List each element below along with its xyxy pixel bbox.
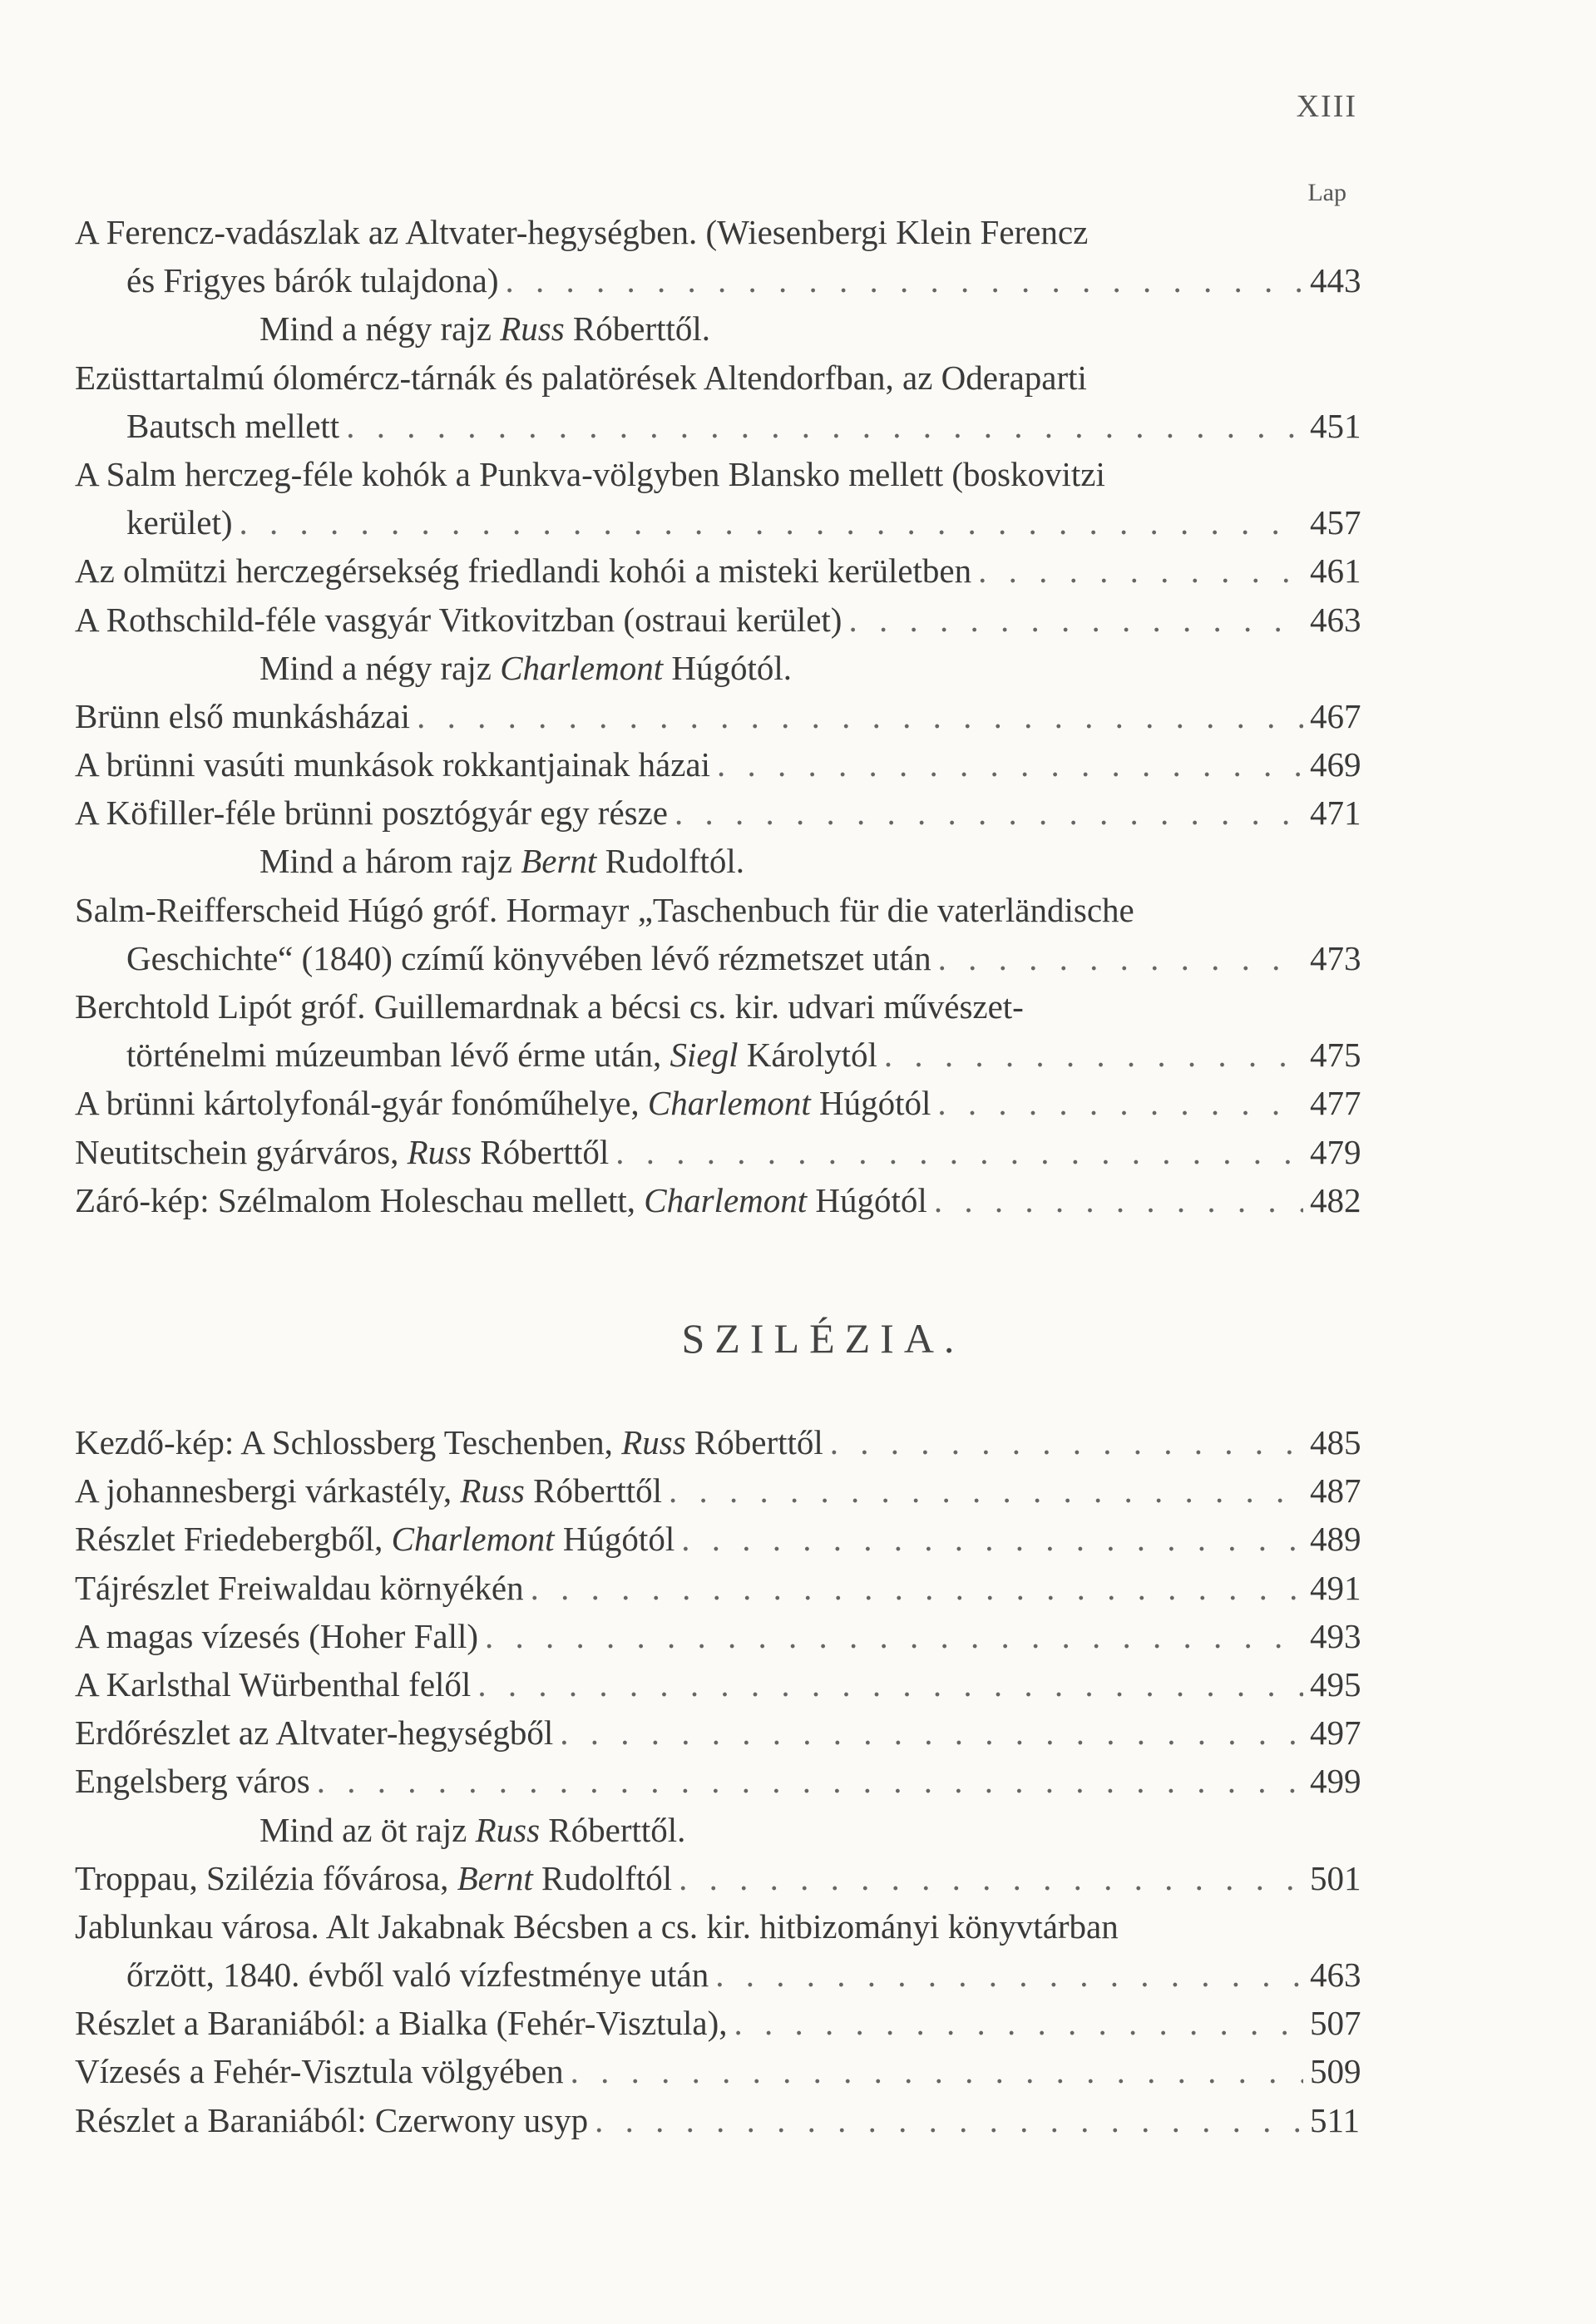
- page-ref: 463: [1310, 1956, 1361, 1995]
- toc-entry-text: [75, 354, 1087, 402]
- artist-name: Russ: [475, 1810, 541, 1849]
- toc-credit-line: [75, 644, 1372, 692]
- toc-entry-line: [75, 1854, 1372, 1902]
- toc-entry-text: [126, 498, 232, 546]
- page-ref: 499: [1310, 1762, 1361, 1801]
- entry-title: A magas vízesés (Hoher Fall): [75, 1616, 479, 1655]
- page-ref: 443: [1310, 261, 1361, 300]
- toc-entry-line: [75, 208, 1372, 256]
- page-ref: 461: [1310, 551, 1361, 591]
- toc-entry-text: [126, 256, 498, 304]
- page-ref: 485: [1310, 1423, 1361, 1461]
- entry-title: Engelsberg város: [75, 1762, 310, 1801]
- toc-entry-text: [75, 1612, 478, 1660]
- toc-entry-line: [75, 1612, 1372, 1660]
- toc-entry-line: [75, 1079, 1372, 1127]
- toc-entry-line: [75, 1902, 1372, 1951]
- toc-entry-text: [75, 982, 1024, 1031]
- page-ref: 497: [1310, 1713, 1361, 1753]
- toc-entry-line: [75, 934, 1372, 982]
- toc-entry-line: [75, 1031, 1372, 1079]
- entry-title: Mind a négy rajz: [259, 309, 501, 349]
- entry-title: őrzött, 1840. évből való vízfestménye után: [126, 1956, 709, 1995]
- entry-title: A johannesbergi várkastély,: [75, 1471, 461, 1511]
- entry-title: Az olmützi herczegérsekség friedlandi kohói a misteki kerületben: [75, 551, 972, 591]
- toc-entry-line: [75, 789, 1372, 837]
- artist-name: Charlemont: [391, 1520, 555, 1559]
- toc-entry-text: [75, 1418, 823, 1466]
- toc-entry-line: [75, 1564, 1372, 1612]
- toc-entry-line: [75, 1999, 1372, 2047]
- toc-section-szilezia: [75, 1418, 1372, 2144]
- dot-leader: [848, 596, 1303, 644]
- entry-title: és Frigyes bárók tulajdona): [126, 261, 499, 300]
- toc-entry-line: [75, 1128, 1372, 1176]
- dot-leader: [417, 692, 1303, 740]
- artist-name: Siegl: [670, 1036, 739, 1075]
- entry-title: Záró-kép: Szélmalom Holeschau mellett,: [75, 1180, 645, 1219]
- entry-title: Troppau, Szilézia fővárosa,: [75, 1858, 457, 1897]
- toc-entry-text: [259, 837, 744, 885]
- toc-entry-line: [75, 1708, 1372, 1757]
- page-ref: 489: [1310, 1520, 1361, 1559]
- entry-title: kerület): [126, 503, 233, 542]
- dot-leader: [734, 1999, 1303, 2047]
- toc-entry-line: [75, 1951, 1372, 1999]
- page-ref: 475: [1310, 1036, 1361, 1075]
- toc-entry-text: [75, 450, 1105, 498]
- entry-title-rest: Rudolftól.: [596, 842, 745, 881]
- entry-title-rest: Húgótól.: [663, 648, 792, 687]
- entry-title-rest: Húgótól: [807, 1180, 927, 1219]
- entry-title: Tájrészlet Freiwaldau környékén: [75, 1568, 524, 1607]
- toc-entry-text: [126, 934, 931, 982]
- page-ref: 457: [1310, 503, 1361, 542]
- entry-title: Vízesés a Fehér-Visztula völgyében: [75, 2052, 564, 2091]
- toc-entry-line: [75, 450, 1372, 498]
- toc-entry-line: [75, 402, 1372, 450]
- entry-title: Mind a négy rajz: [259, 648, 501, 687]
- toc-entry-text: [75, 692, 410, 740]
- dot-leader: [884, 1031, 1303, 1079]
- dot-leader: [717, 740, 1303, 789]
- page-ref: 469: [1310, 745, 1361, 784]
- entry-title-rest: Róberttől.: [564, 309, 711, 349]
- page-ref: 471: [1310, 794, 1361, 833]
- entry-title: Kezdő-kép: A Schlossberg Teschenben,: [75, 1423, 622, 1461]
- toc-entry-text: [75, 1854, 672, 1902]
- page-ref: 451: [1310, 406, 1361, 445]
- toc-entry-text: [75, 1128, 609, 1176]
- page-ref: 479: [1310, 1132, 1361, 1171]
- dot-leader: [571, 2047, 1303, 2095]
- dot-leader: [938, 934, 1303, 982]
- page-ref: 482: [1310, 1180, 1361, 1219]
- toc-entry-line: [75, 546, 1372, 595]
- entry-title: Részlet a Baraniából: Czerwony usyp: [75, 2100, 589, 2139]
- entry-title: A Salm herczeg-féle kohók a Punkva-völgyben Blansko mellett (boskovitzi: [75, 454, 1105, 493]
- toc-entry-line: [75, 354, 1372, 402]
- toc-entry-line: [75, 2047, 1372, 2095]
- toc-entry-text: [75, 1999, 728, 2047]
- toc-entry-text: [75, 789, 668, 837]
- entry-title: A Köfiller-féle brünni posztógyár egy része: [75, 794, 668, 833]
- entry-title: Ezüsttartalmú ólomércz-tárnák és palatörések Altendorfban, az Oderaparti: [75, 358, 1087, 397]
- toc-entry-text: [75, 208, 1088, 256]
- entry-title: Bautsch mellett: [126, 406, 340, 445]
- toc-entry-text: [75, 596, 842, 644]
- toc-entry-text: [75, 886, 1134, 934]
- toc-entry-text: [75, 1079, 931, 1127]
- entry-title-rest: Húgótól: [810, 1084, 931, 1123]
- section-title-szilezia: SZILÉZIA.: [681, 1315, 965, 1362]
- toc-entry-text: [75, 740, 710, 789]
- entry-title-rest: Róberttől: [524, 1471, 663, 1511]
- artist-name: Charlemont: [644, 1180, 808, 1219]
- entry-title: A brünni kártolyfonál-gyár fonóműhelye,: [75, 1084, 648, 1123]
- artist-name: Russ: [460, 1471, 525, 1511]
- entry-title-rest: Róberttől: [472, 1132, 610, 1171]
- page-ref: 487: [1310, 1471, 1361, 1511]
- entry-title-rest: Rudolftól: [532, 1858, 673, 1897]
- toc-entry-line: [75, 1757, 1372, 1805]
- entry-title: Mind a három rajz: [259, 842, 521, 881]
- artist-name: Bernt: [521, 842, 597, 881]
- dot-leader: [978, 546, 1303, 595]
- toc-entry-text: [75, 546, 971, 595]
- toc-entry-text: [126, 1031, 877, 1079]
- dot-leader: [505, 256, 1303, 304]
- entry-title: Brünn első munkásházai: [75, 696, 411, 735]
- dot-leader: [531, 1564, 1303, 1612]
- entry-title: Erdőrészlet az Altvater-hegységből: [75, 1713, 554, 1753]
- dot-leader: [346, 402, 1303, 450]
- artist-name: Russ: [500, 309, 565, 349]
- artist-name: Russ: [621, 1423, 686, 1461]
- artist-name: Charlemont: [647, 1084, 811, 1123]
- entry-title-rest: Húgótól: [554, 1520, 675, 1559]
- toc-entry-line: [75, 256, 1372, 304]
- dot-leader: [317, 1757, 1303, 1805]
- artist-name: Charlemont: [500, 648, 664, 687]
- toc-entry-line: [75, 740, 1372, 789]
- toc-entry-text: [75, 2047, 564, 2095]
- entry-title: Salm-Reifferscheid Húgó gróf. Hormayr „Taschenbuch für die vaterländische: [75, 890, 1134, 929]
- entry-title-rest: Róberttől.: [540, 1810, 686, 1849]
- toc-entry-text: [75, 1757, 310, 1805]
- page-ref: 467: [1310, 696, 1361, 735]
- dot-leader: [560, 1708, 1303, 1757]
- entry-title: Mind az öt rajz: [259, 1810, 476, 1849]
- dot-leader: [715, 1951, 1303, 1999]
- toc-entry-line: [75, 1515, 1372, 1563]
- dot-leader: [679, 1854, 1303, 1902]
- entry-title: Részlet Friedebergből,: [75, 1520, 392, 1559]
- toc-entry-text: [75, 1660, 471, 1708]
- page-ref: 473: [1310, 938, 1361, 977]
- dot-leader: [669, 1466, 1303, 1515]
- page-ref: 493: [1310, 1616, 1361, 1655]
- toc-credit-line: [75, 1806, 1372, 1854]
- toc-section-moravia: [75, 208, 1372, 1224]
- page-ref: 463: [1310, 600, 1361, 639]
- toc-entry-line: [75, 2096, 1372, 2144]
- toc-entry-line: [75, 1660, 1372, 1708]
- dot-leader: [934, 1176, 1303, 1224]
- artist-name: Bernt: [457, 1858, 533, 1897]
- page-ref: 501: [1310, 1858, 1361, 1897]
- page-ref: 477: [1310, 1084, 1361, 1123]
- lap-column-label: Lap: [1307, 179, 1346, 206]
- entry-title: A Karlsthal Würbenthal felől: [75, 1664, 472, 1703]
- entry-title-rest: Károlytól: [738, 1036, 877, 1075]
- entry-title: Geschichte“ (1840) czímű könyvében lévő rézmetszet után: [126, 938, 931, 977]
- entry-title-rest: Róberttől: [685, 1423, 823, 1461]
- toc-entry-line: [75, 1418, 1372, 1466]
- dot-leader: [595, 2096, 1303, 2144]
- dot-leader: [830, 1418, 1303, 1466]
- toc-entry-text: [126, 1951, 709, 1999]
- toc-entry-text: [75, 2096, 588, 2144]
- entry-title: A Ferencz-vadászlak az Altvater-hegységben. (Wiesenbergi Klein Ferencz: [75, 213, 1089, 251]
- dot-leader: [615, 1128, 1303, 1176]
- page-number: XIII: [1296, 89, 1357, 124]
- toc-entry-text: [259, 304, 710, 353]
- entry-title: Berchtold Lipót gróf. Guillemardnak a bécsi cs. kir. udvari művészet-: [75, 987, 1024, 1026]
- dot-leader: [485, 1612, 1303, 1660]
- entry-title: A brünni vasúti munkások rokkantjainak házai: [75, 745, 711, 784]
- dot-leader: [681, 1515, 1303, 1563]
- toc-entry-line: [75, 596, 1372, 644]
- toc-credit-line: [75, 304, 1372, 353]
- page-ref: 495: [1310, 1664, 1361, 1703]
- toc-entry-text: [259, 1806, 685, 1854]
- dot-leader: [239, 498, 1303, 546]
- toc-entry-text: [75, 1902, 1119, 1951]
- toc-entry-line: [75, 498, 1372, 546]
- toc-entry-line: [75, 982, 1372, 1031]
- toc-entry-text: [75, 1515, 674, 1563]
- toc-entry-text: [75, 1564, 524, 1612]
- toc-entry-text: [75, 1466, 662, 1515]
- toc-entry-text: [75, 1708, 553, 1757]
- page-ref: 491: [1310, 1568, 1361, 1607]
- entry-title: Jablunkau városa. Alt Jakabnak Bécsben a cs. kir. hitbizományi könyvtárban: [75, 1906, 1119, 1946]
- page-ref: 509: [1310, 2052, 1361, 2091]
- artist-name: Russ: [407, 1132, 472, 1171]
- entry-title: A Rothschild-féle vasgyár Vitkovitzban (ostraui kerület): [75, 600, 842, 639]
- dot-leader: [937, 1079, 1303, 1127]
- toc-entry-text: [75, 1176, 927, 1224]
- entry-title: történelmi múzeumban lévő érme után,: [126, 1036, 670, 1075]
- toc-entry-text: [126, 402, 339, 450]
- entry-title: Neutitschein gyárváros,: [75, 1132, 408, 1171]
- page-ref: 507: [1310, 2004, 1361, 2043]
- toc-entry-text: [259, 644, 792, 692]
- dot-leader: [674, 789, 1303, 837]
- toc-entry-line: [75, 1176, 1372, 1224]
- page-ref: 511: [1310, 2100, 1360, 2139]
- toc-entry-line: [75, 692, 1372, 740]
- toc-credit-line: [75, 837, 1372, 885]
- entry-title: Részlet a Baraniából: a Bialka (Fehér-Visztula),: [75, 2004, 728, 2043]
- dot-leader: [477, 1660, 1303, 1708]
- toc-entry-line: [75, 1466, 1372, 1515]
- toc-entry-line: [75, 886, 1372, 934]
